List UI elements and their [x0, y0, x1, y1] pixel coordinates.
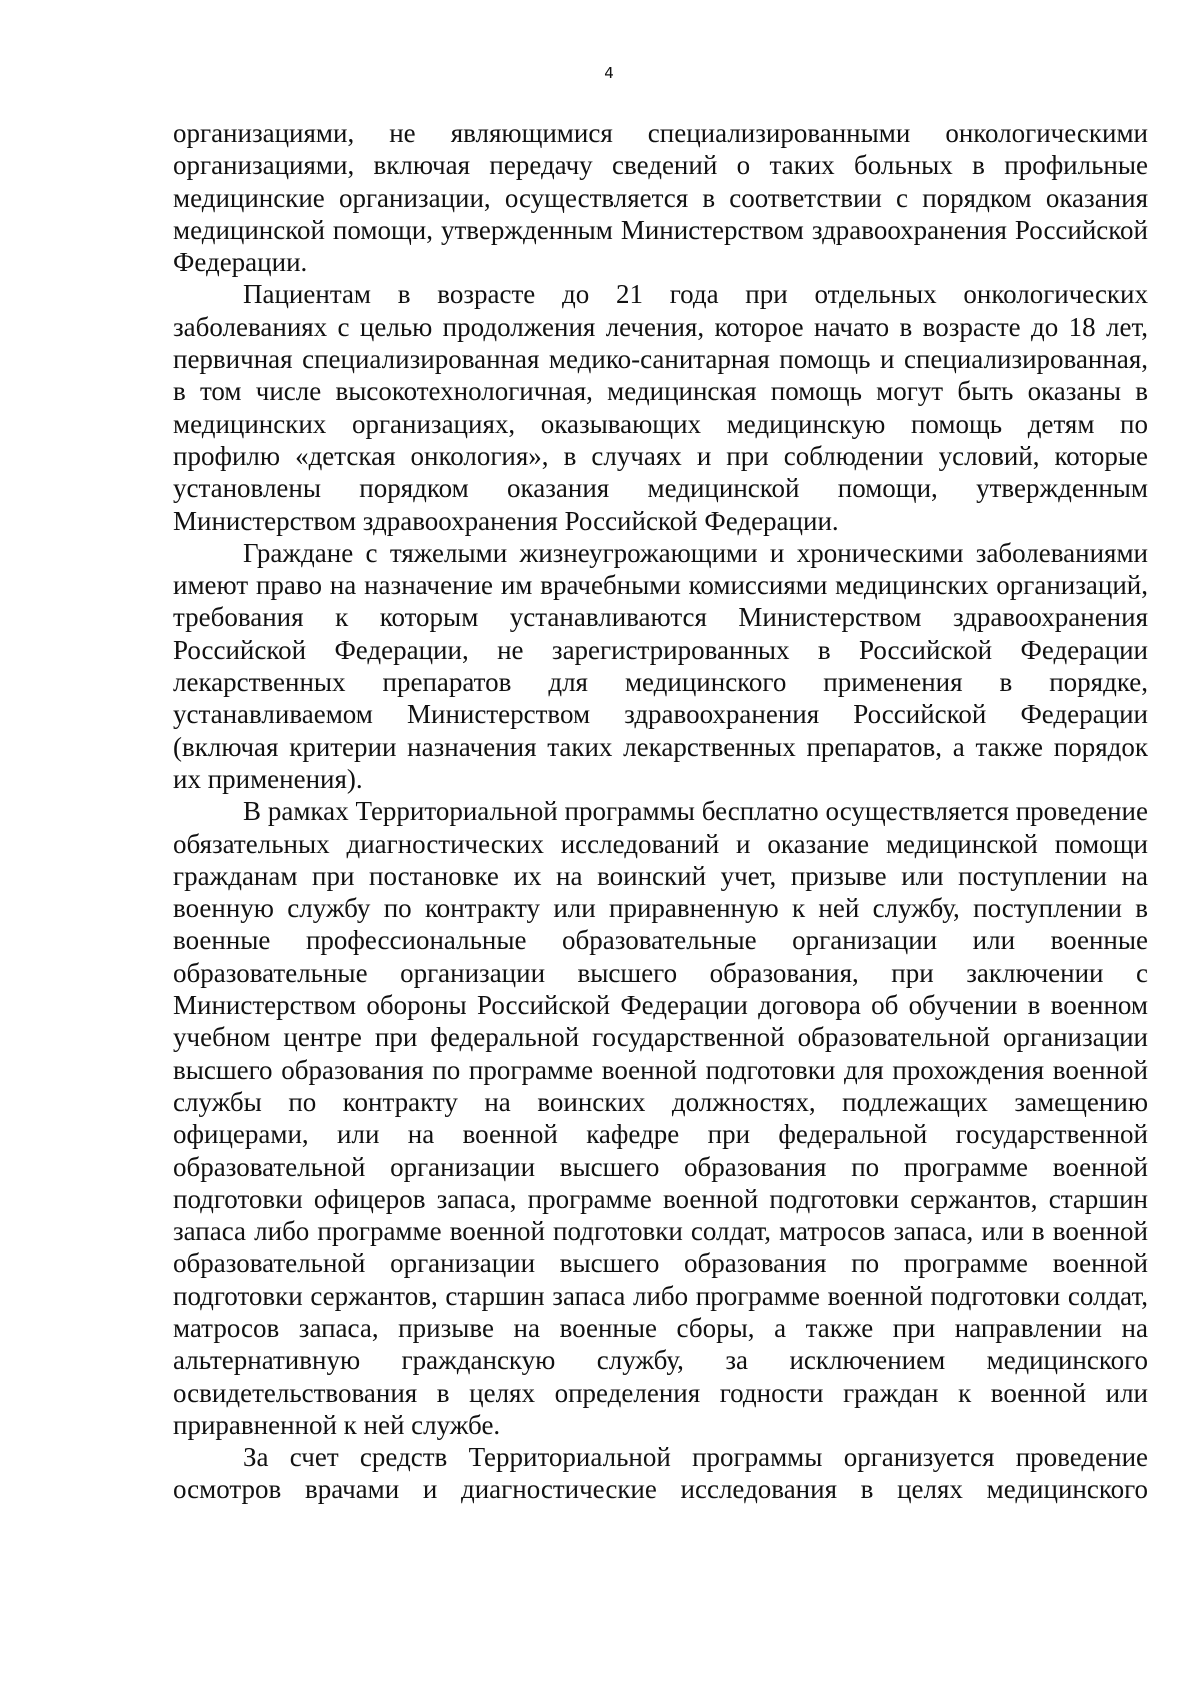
document-body: [173, 117, 1148, 1506]
paragraph-medical-examinations: За счет средств Территориальной программы организуется проведение осмотров врачами и диагностические исследования в целях медицинского: [173, 1442, 1148, 1505]
paragraph-continuation: организациями, не являющимися специализированными онкологическими организациями, включая передачу сведений о таких больных в профильные медицинские организации, осуществляется в соответствии с порядком оказания медицинской помощи, утвержденным Министерством здравоохранения Российской Федерации.: [173, 118, 1148, 278]
paragraph-military-registration: В рамках Территориальной программы бесплатно осуществляется проведение обязательных диагностических исследований и оказание медицинской помощи гражданам при постановке их на воинский учет, призыве или поступлении на военную службу по контракту или приравненную к ней службу, поступлении в военные профессиональные образовательные организации или военные образовательные организации высшего образования, при заключении с Министерством обороны Российской Федерации договора об обучении в военном учебном центре при федеральной государственной образовательной организации высшего образования по программе военной подготовки для прохождения военной службы по контракту на воинских должностях, подлежащих замещению офицерами, или на военной кафедре при федеральной государственной образовательной организации высшего образования по программе военной подготовки офицеров запаса, программе военной подготовки сержантов, старшин запаса либо программе военной подготовки солдат, матросов запаса, или в военной образовательной организации высшего образования по программе военной подготовки сержантов, старшин запаса либо программе военной подготовки солдат, матросов запаса, призыве на военные сборы, а также при направлении на альтернативную гражданскую службу, за исключением медицинского освидетельствования в целях определения годности граждан к военной или приравненной к ней службе.: [173, 796, 1148, 1440]
paragraph-oncology-patients: Пациентам в возрасте до 21 года при отдельных онкологических заболеваниях с целью продолжения лечения, которое начато в возрасте до 18 лет, первичная специализированная медико-санитарная помощь и специализированная, в том числе высокотехнологичная, медицинская помощь могут быть оказаны в медицинских организациях, оказывающих медицинскую помощь детям по профилю «детская онкология», в случаях и при соблюдении условий, которые установлены порядком оказания медицинской помощи, утвержденным Министерством здравоохранения Российской Федерации.: [173, 279, 1148, 536]
page-number: 4: [604, 64, 614, 82]
paragraph-unregistered-drugs: Граждане с тяжелыми жизнеугрожающими и хроническими заболеваниями имеют право на назначение им врачебными комиссиями медицинских организаций, требования к которым устанавливаются Министерством здравоохранения Российской Федерации, не зарегистрированных в Российской Федерации лекарственных препаратов для медицинского применения в порядке, устанавливаемом Министерством здравоохранения Российской Федерации (включая критерии назначения таких лекарственных препаратов, а также порядок их применения).: [173, 537, 1148, 794]
